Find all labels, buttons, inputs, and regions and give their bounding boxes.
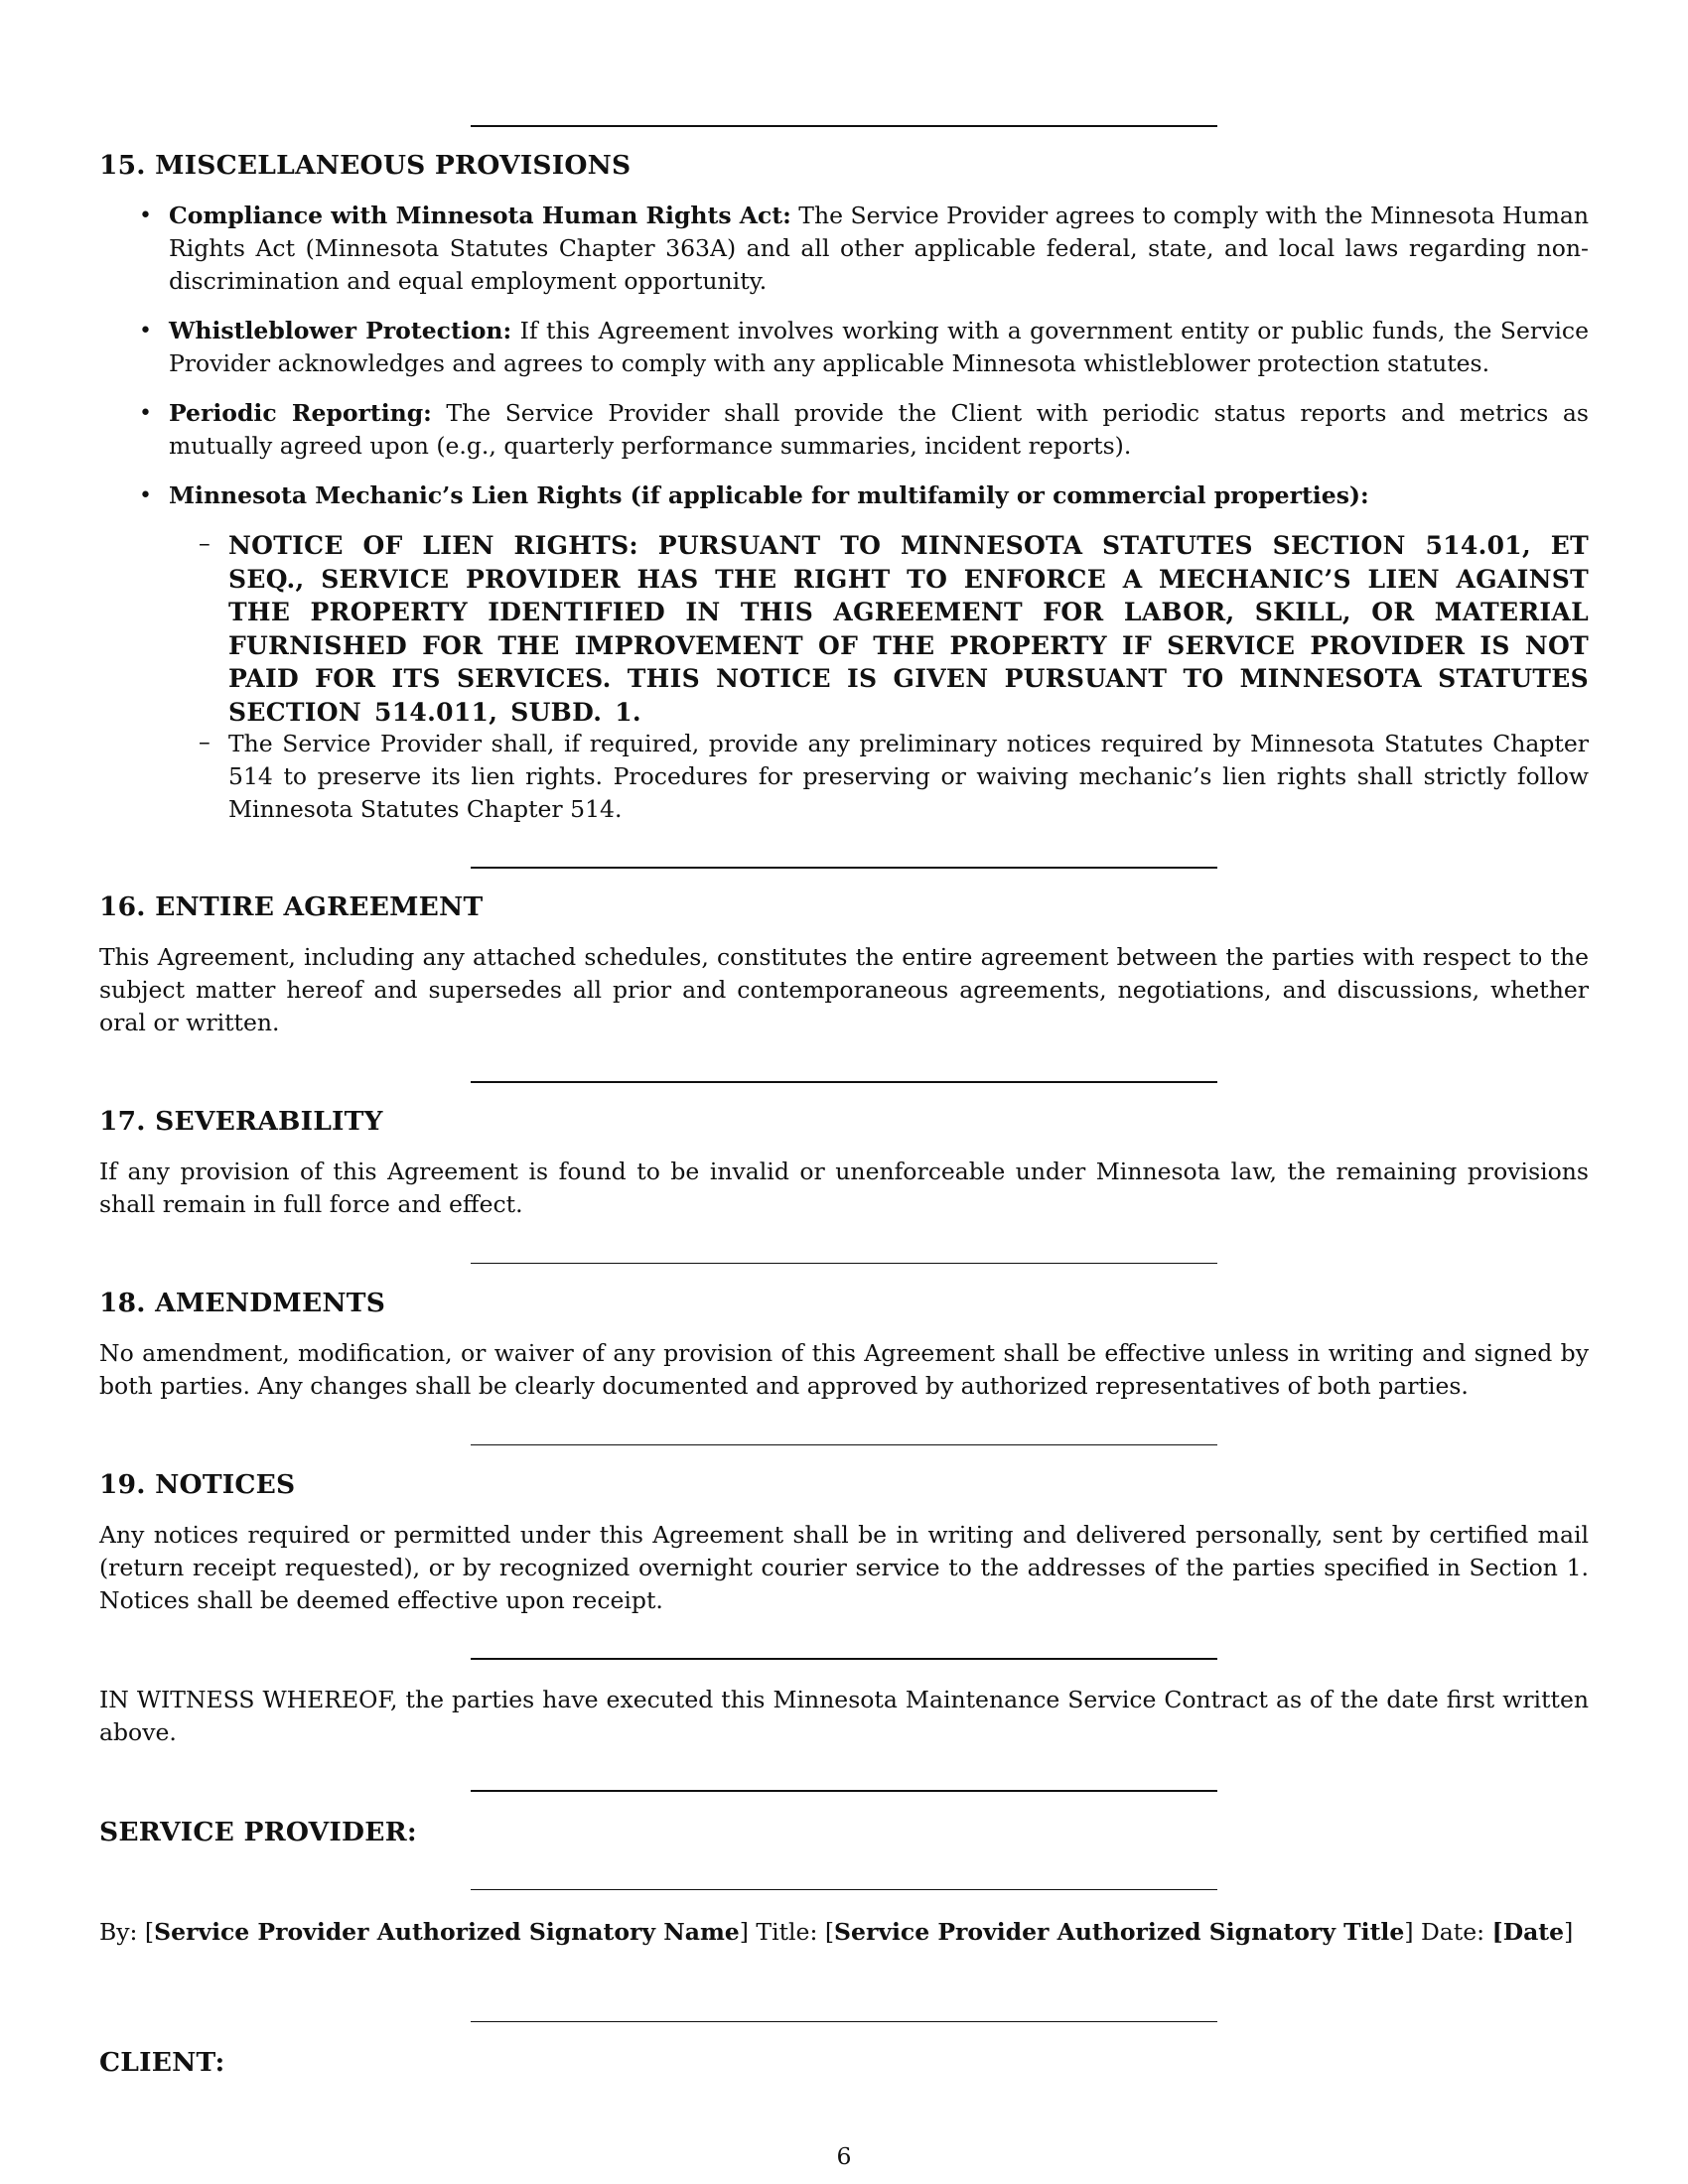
- section-divider: [471, 125, 1217, 127]
- bullet-marker: •: [139, 401, 152, 426]
- witness-clause: IN WITNESS WHEREOF, the parties have executed this Minnesota Maintenance Service Contract as of the date first written above.: [99, 1686, 1589, 1746]
- client-heading: CLIENT:: [99, 2047, 225, 2078]
- section-divider: [471, 1081, 1217, 1083]
- section-divider: [471, 1790, 1217, 1792]
- section-15-heading: 15. MISCELLANEOUS PROVISIONS: [99, 150, 632, 181]
- sub-list-item: The Service Provider shall, if required, provide any preliminary notices required by Minnesota Statutes Chapter 514 to preserve its lien rights. Procedures for preserving or waiving mechanic’s lien rights shall strictly follow Minnesota Statutes Chapter 514.: [228, 730, 1589, 823]
- dash-marker: –: [199, 728, 211, 755]
- document-page: [99, 0, 1589, 2184]
- page-number: 6: [836, 2142, 852, 2170]
- section-19-body: Any notices required or permitted under this Agreement shall be in writing and delivered personally, sent by certified mail (return receipt requested), or by recognized overnight courier service to the addresses of the parties specified in Section 1. Notices shall be deemed effective upon receipt.: [99, 1521, 1589, 1614]
- item-label: Minnesota Mechanic’s Lien Rights (if applicable for multifamily or commercial properties):: [169, 481, 1369, 509]
- date-placeholder: Date: [1502, 1918, 1565, 1946]
- item-text: The Service Provider agrees to comply with the Minnesota Human Rights Act (Minnesota Statutes Chapter 363A) and all other applicable federal, state, and local laws regarding non-discrimination and equal employment opportunity.: [169, 202, 1589, 295]
- list-item: [169, 315, 1589, 380]
- bullet-marker: •: [139, 483, 152, 508]
- list-item: [169, 397, 1589, 463]
- section-divider: [471, 1263, 1217, 1264]
- item-label: Periodic Reporting:: [169, 399, 432, 427]
- date-open-bracket: [: [1491, 1918, 1503, 1946]
- section-divider: [471, 1889, 1217, 1890]
- list-item: [169, 479, 1589, 512]
- section-17-body: If any provision of this Agreement is found to be invalid or unenforceable under Minnesota law, the remaining provisions shall remain in full force and effect.: [99, 1158, 1589, 1218]
- item-label: Whistleblower Protection:: [169, 317, 512, 344]
- section-16-heading: 16. ENTIRE AGREEMENT: [99, 891, 484, 922]
- title-label: ] Title: [: [739, 1918, 835, 1946]
- lien-rights-notice: NOTICE OF LIEN RIGHTS: PURSUANT TO MINNESOTA STATUTES SECTION 514.01, ET SEQ., SERVICE PROVIDER HAS THE RIGHT TO ENFORCE A MECHANIC’S LIEN AGAINST THE PROPERTY IDENTIFIED IN THIS AGREEMENT FOR LABOR, SKILL, OR MATERIAL FURNISHED FOR THE IMPROVEMENT OF THE PROPERTY IF SERVICE PROVIDER IS NOT PAID FOR ITS SERVICES. THIS NOTICE IS GIVEN PURSUANT TO MINNESOTA STATUTES SECTION 514.011, SUBD. 1.: [228, 531, 1589, 727]
- item-text: The Service Provider shall provide the Client with periodic status reports and metrics as mutually agreed upon (e.g., quarterly performance summaries, incident reports).: [169, 399, 1589, 460]
- date-label: ] Date:: [1404, 1918, 1485, 1946]
- section-18-heading: 18. AMENDMENTS: [99, 1288, 386, 1318]
- section-divider: [471, 867, 1217, 869]
- section-17-heading: 17. SEVERABILITY: [99, 1106, 383, 1137]
- section-divider: [471, 1444, 1217, 1445]
- signatory-name-placeholder: Service Provider Authorized Signatory Name: [154, 1918, 740, 1946]
- list-item: [169, 200, 1589, 298]
- by-label: By: [: [99, 1918, 155, 1946]
- section-16-body: This Agreement, including any attached schedules, constitutes the entire agreement between the parties with respect to the subject matter hereof and supersedes all prior and contemporaneous agreements, negotiations, and discussions, whether oral or written.: [99, 943, 1589, 1036]
- section-18-body: No amendment, modification, or waiver of any provision of this Agreement shall be effective unless in writing and signed by both parties. Any changes shall be clearly documented and approved by authorized representatives of both parties.: [99, 1339, 1589, 1400]
- date-close-bracket: ]: [1564, 1918, 1574, 1946]
- item-label: Compliance with Minnesota Human Rights Act:: [169, 202, 791, 229]
- item-text: If this Agreement involves working with a government entity or public funds, the Service Provider acknowledges and agrees to comply with any applicable Minnesota whistleblower protection statutes.: [169, 317, 1589, 377]
- service-provider-heading: SERVICE PROVIDER:: [99, 1817, 417, 1847]
- dash-marker: –: [199, 529, 211, 557]
- bullet-marker: •: [139, 204, 152, 228]
- bullet-marker: •: [139, 319, 152, 343]
- section-19-heading: 19. NOTICES: [99, 1469, 296, 1500]
- signatory-title-placeholder: Service Provider Authorized Signatory Title: [834, 1918, 1405, 1946]
- section-divider: [471, 1658, 1217, 1660]
- section-divider: [471, 2021, 1217, 2022]
- provider-signature-line: [99, 1916, 1589, 1949]
